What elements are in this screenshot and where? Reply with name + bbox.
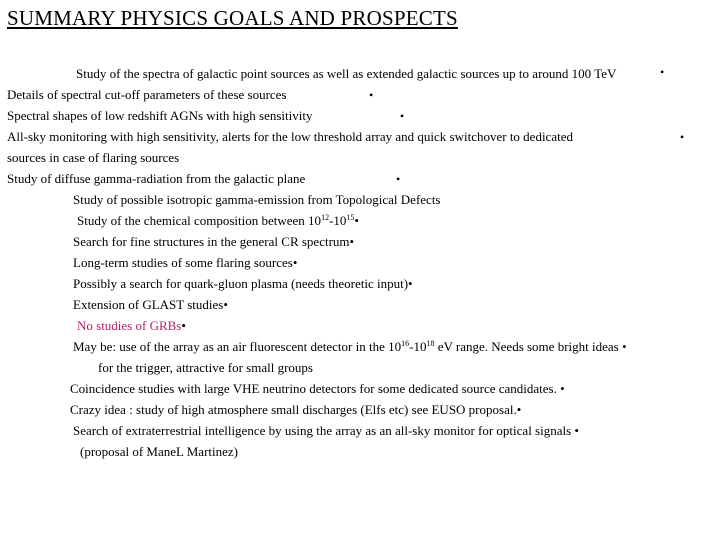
bullet-icon: • <box>680 130 685 144</box>
bullet-icon: • <box>396 172 401 186</box>
goal-line-cutoff: Details of spectral cut-off parameters of these sources <box>7 87 287 102</box>
bullet-icon: • <box>354 213 359 228</box>
bullet-icon: • <box>369 88 374 102</box>
goal-line-glast: Extension of GLAST studies• <box>73 297 228 312</box>
goal-line-flaring: sources in case of flaring sources <box>7 150 180 165</box>
bullet-icon: • <box>400 109 405 123</box>
bullet-icon: • <box>408 276 413 291</box>
goal-line-diffuse: Study of diffuse gamma-radiation from the galactic plane <box>7 171 306 186</box>
slide-title: SUMMARY PHYSICS GOALS AND PROSPECTS <box>7 6 458 30</box>
goal-line-point-sources: Study of the spectra of galactic point sources as well as extended galactic sources up to around 100 TeV <box>76 66 617 81</box>
bullet-icon: • <box>560 381 565 396</box>
goal-line-proposal: (proposal of ManeL Martinez) <box>80 444 238 459</box>
goal-line-long-term: Long-term studies of some flaring sources• <box>73 255 298 270</box>
goal-line-topological: Study of possible isotropic gamma-emission from Topological Defects <box>73 192 441 207</box>
goal-line-fluorescent: May be: use of the array as an air fluorescent detector in the $10^{16}-10^{18}$ eV range. Needs some bright ideas • <box>73 339 627 354</box>
goal-line-grbs: No studies of GRBs• <box>77 318 186 333</box>
goal-line-elfs: Crazy idea : study of high atmosphere small discharges (Elfs etc) see EUSO proposal.• <box>70 402 522 417</box>
goal-line-quark-gluon: Possibly a search for quark-gluon plasma (needs theoretic input)• <box>73 276 413 291</box>
goal-line-composition: Study of the chemical composition between $10^{12}-10^{15}•$ <box>77 213 359 228</box>
goal-line-trigger: for the trigger, attractive for small groups <box>98 360 313 375</box>
bullet-icon: • <box>574 423 579 438</box>
bullet-icon: • <box>621 339 627 354</box>
bullet-icon: • <box>181 318 186 333</box>
goal-line-agn: Spectral shapes of low redshift AGNs with high sensitivity <box>7 108 313 123</box>
bullet-icon: • <box>223 297 228 312</box>
bullet-icon: • <box>660 65 665 79</box>
bullet-icon: • <box>292 255 298 270</box>
goal-line-cr-spectrum: Search for fine structures in the general CR spectrum• <box>73 234 355 249</box>
goal-line-all-sky: All-sky monitoring with high sensitivity, alerts for the low threshold array and quick switchover to dedicated <box>7 129 573 144</box>
bullet-icon: • <box>349 234 355 249</box>
goal-line-seti: Search of extraterrestrial intelligence by using the array as an all-sky monitor for optical signals • <box>73 423 579 438</box>
goal-line-neutrino: Coincidence studies with large VHE neutrino detectors for some dedicated source candidates. • <box>70 381 565 396</box>
bullet-icon: • <box>516 402 522 417</box>
